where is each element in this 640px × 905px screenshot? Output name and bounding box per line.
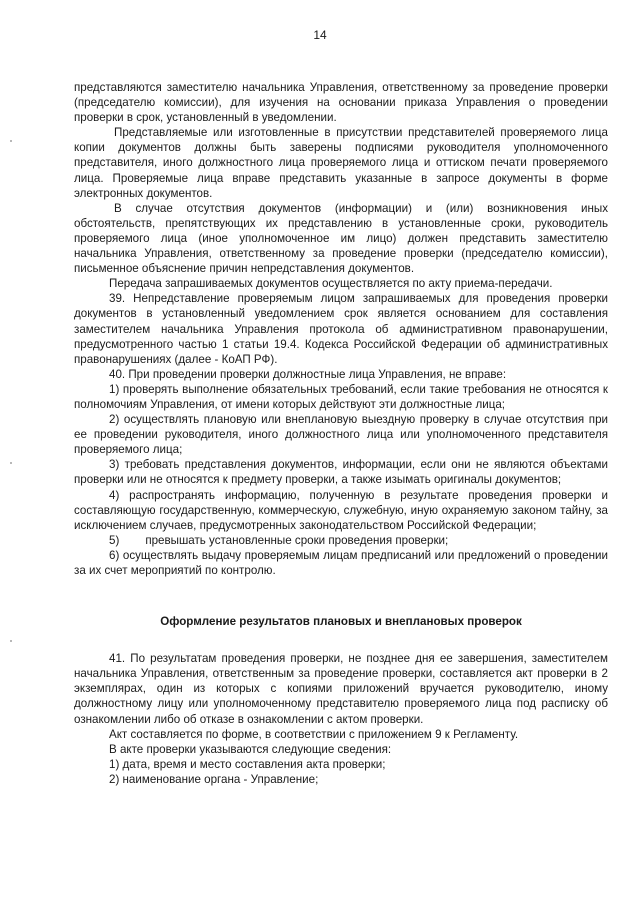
list-item-5-text: превышать установленные сроки проведения проверки; (145, 533, 449, 547)
paragraph-40: 40. При проведении проверки должностные лица Управления, не вправе: (109, 367, 507, 381)
paragraph-39: 39. Непредставление проверяемым лицом запрашиваемых для проведения проверки документов в установленный уведомлением срок является основанием для составления заместителем начальника Управления протокола об административном правонарушении, предусмотренного частью 1 статьи 19.4. Кодекса Российской Федерации об административных правонарушениях (далее - КоАП РФ). (74, 292, 608, 366)
scan-speck (10, 462, 12, 464)
paragraph-41: 41. По результатам проведения проверки, не позднее дня ее завершения, заместителем начальника Управления, ответственным за проведение проверки, составляется акт проверки в 2 экземплярах, один из которых с копиями приложений вручается руководителю, иному должностному лицу или уполномоченному представителю проверяемого лица под расписку об ознакомлении либо об отказе в ознакомлении с актом проверки. (74, 652, 608, 726)
scan-speck (10, 640, 12, 642)
paragraph-continuation: представляются заместителю начальника Управления, ответственному за проведение проверки (председателю комиссии), для изучения на основании приказа Управления о проведении проверки в срок, установленный в уведомлении. (74, 81, 608, 125)
page-number: 14 (313, 28, 327, 42)
act-item-1: 1) дата, время и место составления акта проверки; (109, 757, 386, 771)
paragraph-missing-documents: В случае отсутствия документов (информации) и (или) возникновения иных обстоятельств, препятствующих их представлению в установленные сроки, руководитель проверяемого лица (иное уполномоченное им лицо) должен представить заместителю начальника Управления, ответственному за проведение проверки (председателю комиссии), письменное объяснение причин непредставления документов. (74, 201, 608, 276)
list-item-5-number: 5) (109, 533, 120, 547)
document-body (74, 80, 608, 787)
scan-speck (10, 140, 12, 142)
list-item-4: 4) распространять информацию, полученную в результате проведения проверки и составляющую государственную, коммерческую, служебную, иную охраняемую законом тайну, за исключением случаев, предусмотренных законодательством Российской Федерации; (74, 488, 608, 532)
list-item-2: 2) осуществлять плановую или внеплановую выездную проверку в случае отсутствия при ее проведении руководителя, иного должностного лица или уполномоченного представителя проверяемого лица; (74, 413, 608, 457)
list-item-5 (74, 533, 608, 548)
paragraph-act-form: Акт составляется по форме, в соответствии с приложением 9 к Регламенту. (109, 727, 519, 741)
paragraph-transfer-act: Передача запрашиваемых документов осуществляется по акту приема-передачи. (109, 277, 553, 291)
paragraph-copies-certification: Представляемые или изготовленные в присутствии представителей проверяемого лица копии документов должны быть заверены подписями руководителя уполномоченного представителя, иного должностного лица проверяемого лица и оттиском печати проверяемого лица. Проверяемые лица вправе представить указанные в запросе документы в форме электронных документов. (74, 126, 608, 200)
section-title: Оформление результатов плановых и внеплановых проверок (160, 615, 522, 629)
list-item-6: 6) осуществлять выдачу проверяемым лицам предписаний или предложений о проведении за их счет мероприятий по контролю. (74, 548, 608, 577)
paragraph-act-contents: В акте проверки указываются следующие сведения: (109, 742, 392, 756)
list-item-1: 1) проверять выполнение обязательных требований, если такие требования не относятся к полномочиям Управления, от имени которых действуют эти должностные лица; (74, 382, 608, 411)
list-item-3: 3) требовать представления документов, информации, если они не являются объектами проверки или не относятся к предмету проверки, а также изымать оригиналы документов; (74, 458, 608, 487)
act-item-2: 2) наименование органа - Управление; (109, 772, 319, 786)
